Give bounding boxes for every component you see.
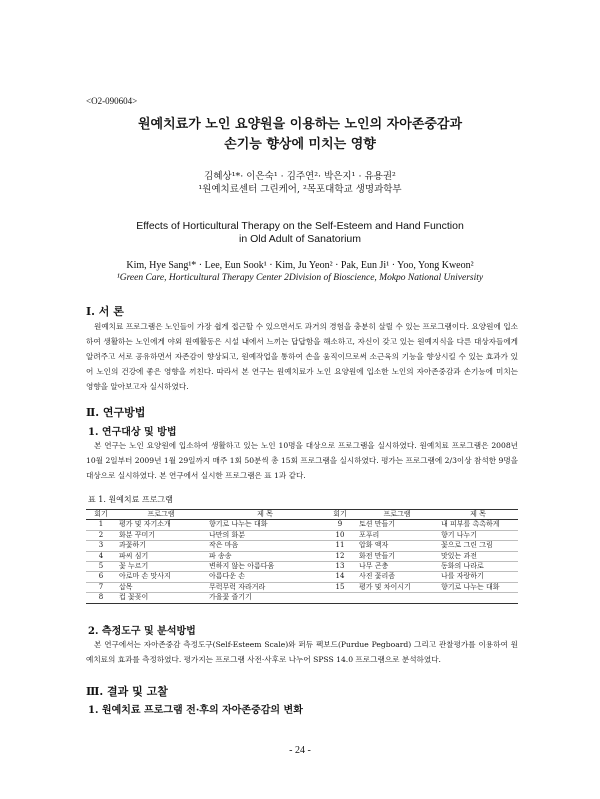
table-cell: 압화 액자 xyxy=(356,541,438,551)
table-row xyxy=(86,562,518,572)
table-caption: 표 1. 원예치료 프로그램 xyxy=(88,495,173,504)
title-korean-line1: 원예치료가 노인 요양원을 이용하는 노인의 자아존중감과 xyxy=(137,117,463,132)
table-cell: 맛있는 과전 xyxy=(438,551,518,561)
table-cell: 작은 마음 xyxy=(206,541,324,551)
authors-korean: 김혜상¹*· 이은숙¹ · 김주연²· 박은지¹ · 유용권² xyxy=(204,171,396,182)
table-cell: 나무 곤충 xyxy=(356,562,438,572)
section-methods-heading: Ⅱ. 연구방법 xyxy=(86,406,146,419)
program-table xyxy=(86,509,518,604)
table-cell: 11 xyxy=(324,541,356,551)
table-cell: 컵 꽃꽂이 xyxy=(116,593,206,603)
section-introduction-body: 원예치료 프로그램은 노인들이 가장 쉽게 접근할 수 있으면서도 과거의 경험을 충분히 살릴 수 있는 프로그램이다. 요양원에 입소하여 생활하는 노인에게 야외 원예활동은 시설 내에서 느끼는 답답함을 해소하고, 자신이 갖고 있는 원예지식을 다른 대상자들에게 알려주고 서로 공유하면서 자존감이 향상되고, 원예작업을 통하여 손을 움직이므로써 소근육의 기능을 향상시킬 수 있는 효과가 있어 노인의 건강에 좋은 영향을 끼친다. 따라서 본 연구는 원예치료가 노인 요양원에 입소한 노인의 자아존중감과 손기능에 미치는 영향을 알아보고자 실시하였다. xyxy=(86,322,518,391)
table-cell xyxy=(324,593,356,603)
table-cell: 평가 및 자기소개 xyxy=(116,520,206,530)
table-cell: 7 xyxy=(86,582,116,592)
table-cell: 나를 자랑하기 xyxy=(438,572,518,582)
table-cell: 꽃으로 그린 그림 xyxy=(438,541,518,551)
authors-english: Kim, Hye Sang¹* · Lee, Eun Sook¹ · Kim, Ju Yeon² · Pak, Eun Ji¹ · Yoo, Yong Kweon² xyxy=(126,260,474,271)
table-cell: 12 xyxy=(324,551,356,561)
table-cell: 향기 나누기 xyxy=(438,530,518,540)
table-cell: 향기로 나누는 대화 xyxy=(206,520,324,530)
table-cell: 사진 꽃리즘 xyxy=(356,572,438,582)
table-cell: 15 xyxy=(324,582,356,592)
table-cell: 아름다운 손 xyxy=(206,572,324,582)
header-program: 프로그램 xyxy=(116,510,206,520)
table-cell: 꽃 누르기 xyxy=(116,562,206,572)
table-cell: 포푸리 xyxy=(356,530,438,540)
table-row xyxy=(86,593,518,603)
table-cell: 파씨 심기 xyxy=(116,551,206,561)
affiliation-korean: ¹원예치료센터 그린케어, ²목포대학교 생명과학부 xyxy=(198,184,402,195)
table-cell: 아로마 손 맛사지 xyxy=(116,572,206,582)
table-cell: 1 xyxy=(86,520,116,530)
table-row xyxy=(86,530,518,540)
section-results-heading: Ⅲ. 결과 및 고찰 xyxy=(86,685,168,698)
header-program: 프로그램 xyxy=(356,510,438,520)
table-cell: 14 xyxy=(324,572,356,582)
subsection-subjects-heading: 1. 연구대상 및 방법 xyxy=(88,427,177,438)
paper-code: <O2-090604> xyxy=(86,96,138,106)
table-cell xyxy=(438,593,518,603)
section-introduction-heading: Ⅰ. 서 론 xyxy=(86,305,124,318)
table-row xyxy=(86,520,518,530)
table-header-row xyxy=(86,510,518,520)
title-english-line2: in Old Adult of Sanatorium xyxy=(239,233,361,245)
table-cell: 파 송송 xyxy=(206,551,324,561)
table-cell: 9 xyxy=(324,520,356,530)
table-cell: 화분 꾸미기 xyxy=(116,530,206,540)
table-cell: 화전 만들기 xyxy=(356,551,438,561)
header-subject: 제 목 xyxy=(206,510,324,520)
header-session: 회기 xyxy=(324,510,356,520)
subsection-subjects-body: 본 연구는 노인 요양원에 입소하여 생활하고 있는 노인 10명을 대상으로 프로그램을 실시하였다. 원예치료 프로그램은 2008년 10월 2일부터 2009년 1월 29일까지 매주 1회 50분씩 총 15회 프로그램을 실시하였다. 평가는 프로그램에 2/3이상 참석한 9명을 대상으로 실시하였다. 본 연구에서 실시한 프로그램은 표 1과 같다. xyxy=(86,441,518,480)
table-row xyxy=(86,582,518,592)
table-cell: 향기로 나누는 대화 xyxy=(438,582,518,592)
table-cell: 10 xyxy=(324,530,356,540)
table-cell: 5 xyxy=(86,562,116,572)
subsection-self-esteem-heading: 1. 원예치료 프로그램 전·후의 자아존중감의 변화 xyxy=(88,705,303,716)
table-cell: 나만의 화분 xyxy=(206,530,324,540)
table-cell: 동화의 나라로 xyxy=(438,562,518,572)
table-cell: 2 xyxy=(86,530,116,540)
subsection-measurement-body: 본 연구에서는 자아존중감 측정도구(Self-Esteem Scale)와 퍼듀 펙보드(Purdue Pegboard) 그리고 관찰평가를 이용하여 원예치료의 효과를 측정하였다. 평가지는 프로그램 사전·사후로 나누어 SPSS 14.0 프로그램으로 분석하였다. xyxy=(86,640,518,664)
table-cell xyxy=(356,593,438,603)
table-row xyxy=(86,572,518,582)
table-cell: 평가 및 차이시기 xyxy=(356,582,438,592)
table-cell: 3 xyxy=(86,541,116,551)
table-cell: 6 xyxy=(86,572,116,582)
table-cell: 8 xyxy=(86,593,116,603)
table-cell: 토션 만들기 xyxy=(356,520,438,530)
table-cell: 변하지 않는 아름다움 xyxy=(206,562,324,572)
table-cell: 삽목 xyxy=(116,582,206,592)
table-cell: 무럭무럭 자라거라 xyxy=(206,582,324,592)
table-cell: 가을꽃 즐기기 xyxy=(206,593,324,603)
page-number: - 24 - xyxy=(289,745,311,756)
table-row xyxy=(86,551,518,561)
title-korean-line2: 손기능 향상에 미치는 영향 xyxy=(224,137,376,152)
title-english-line1: Effects of Horticultural Therapy on the Self-Esteem and Hand Function xyxy=(136,220,464,232)
affiliation-english: ¹Green Care, Horticultural Therapy Center 2Division of Bioscience, Mokpo National University xyxy=(116,273,484,283)
header-session: 회기 xyxy=(86,510,116,520)
table-cell: 13 xyxy=(324,562,356,572)
table-row xyxy=(86,541,518,551)
subsection-measurement-heading: 2. 측정도구 및 분석방법 xyxy=(88,626,196,637)
table-cell: 4 xyxy=(86,551,116,561)
table-cell: 과꽃하기 xyxy=(116,541,206,551)
header-subject: 제 목 xyxy=(438,510,518,520)
table-cell: 내 피부를 촉촉하게 xyxy=(438,520,518,530)
